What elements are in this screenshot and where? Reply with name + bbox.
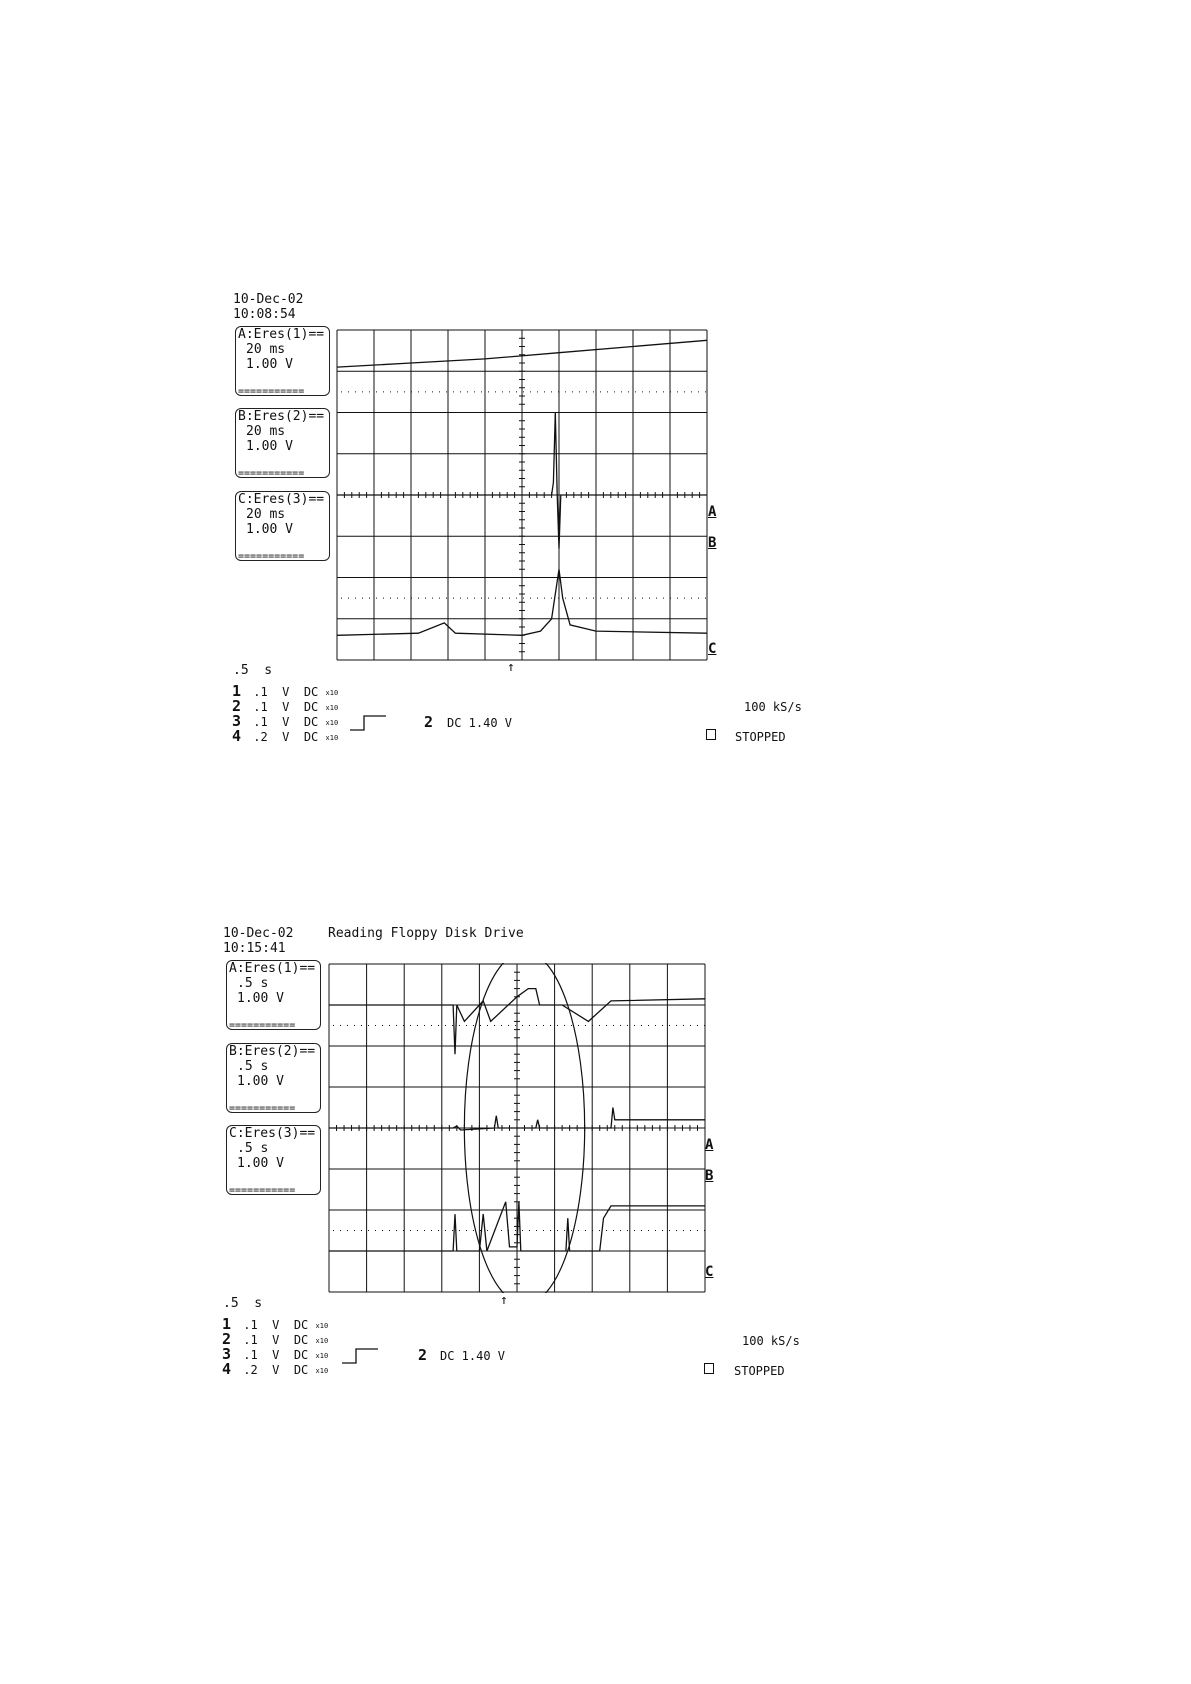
marker-c: C (705, 1264, 714, 1280)
scope-grid-2 (328, 963, 706, 1293)
trace-label: B:Eres(2)== (238, 409, 325, 424)
marker-b: B (705, 1168, 714, 1184)
trace-box-c (226, 1125, 321, 1195)
scope-screen (328, 963, 706, 1293)
sample-rate: 100 kS/s (744, 700, 802, 714)
trigger-arrow: ↑ (500, 1293, 508, 1308)
trace-timebase: .5 s (237, 976, 269, 991)
channel-row: 3 .1 V DC x10 (232, 712, 339, 730)
trace-timebase: .5 s (237, 1141, 269, 1156)
channel-row: 2 .1 V DC x10 (222, 1330, 329, 1348)
trace-volts: 1.00 V (237, 991, 284, 1006)
trace-equals: =========== (238, 386, 305, 397)
scope-screen (336, 329, 708, 661)
stop-indicator-icon (704, 1363, 714, 1374)
trace-timebase: 20 ms (246, 342, 286, 357)
capture-time: 10:08:54 (233, 307, 296, 322)
trace-timebase: 20 ms (246, 507, 286, 522)
channel-row: 1 .1 V DC x10 (222, 1315, 329, 1333)
marker-a: A (705, 1137, 714, 1153)
channel-row: 2 .1 V DC x10 (232, 697, 339, 715)
capture-title: Reading Floppy Disk Drive (328, 926, 524, 941)
trigger-level: DC 1.40 V (447, 716, 513, 730)
trace-label: A:Eres(1)== (229, 961, 316, 976)
trace-equals: =========== (229, 1020, 296, 1031)
trace-volts: 1.00 V (237, 1074, 284, 1089)
marker-a: A (708, 504, 717, 520)
trigger-channel: 2 (418, 1346, 428, 1364)
marker-b: B (708, 535, 717, 551)
trace-volts: 1.00 V (246, 439, 293, 454)
timebase-label: .5 s (223, 1296, 263, 1311)
trace-volts: 1.00 V (246, 357, 293, 372)
acquisition-status: STOPPED (734, 1364, 785, 1378)
acquisition-status: STOPPED (735, 730, 786, 744)
trace-label: B:Eres(2)== (229, 1044, 316, 1059)
marker-c: C (708, 641, 717, 657)
timebase-label: .5 s (233, 663, 273, 678)
trace-volts: 1.00 V (237, 1156, 284, 1171)
trace-label: C:Eres(3)== (238, 492, 325, 507)
stop-indicator-icon (706, 729, 716, 740)
trace-timebase: 20 ms (246, 424, 286, 439)
sample-rate: 100 kS/s (742, 1334, 800, 1348)
capture-date: 10-Dec-02 (233, 292, 304, 307)
trigger-level: DC 1.40 V (440, 1349, 506, 1363)
trace-box-c (235, 491, 330, 561)
trace-timebase: .5 s (237, 1059, 269, 1074)
scope-grid-1 (336, 329, 708, 661)
trace-box-a (235, 326, 330, 396)
trace-label: A:Eres(1)== (238, 327, 325, 342)
channel-row: 4 .2 V DC x10 (222, 1360, 329, 1378)
trigger-edge-icon (350, 715, 386, 731)
trace-label: C:Eres(3)== (229, 1126, 316, 1141)
trace-box-b (235, 408, 330, 478)
channel-row: 4 .2 V DC x10 (232, 727, 339, 745)
trace-equals: =========== (229, 1103, 296, 1114)
trace-equals: =========== (238, 551, 305, 562)
channel-row: 3 .1 V DC x10 (222, 1345, 329, 1363)
trace-box-b (226, 1043, 321, 1113)
trace-equals: =========== (229, 1185, 296, 1196)
trace-equals: =========== (238, 468, 305, 479)
trace-box-a (226, 960, 321, 1030)
trigger-arrow: ↑ (507, 660, 515, 675)
capture-date: 10-Dec-02 (223, 926, 294, 941)
capture-time: 10:15:41 (223, 941, 286, 956)
trace-volts: 1.00 V (246, 522, 293, 537)
trigger-edge-icon (342, 1348, 378, 1364)
channel-row: 1 .1 V DC x10 (232, 682, 339, 700)
trigger-channel: 2 (424, 713, 434, 731)
